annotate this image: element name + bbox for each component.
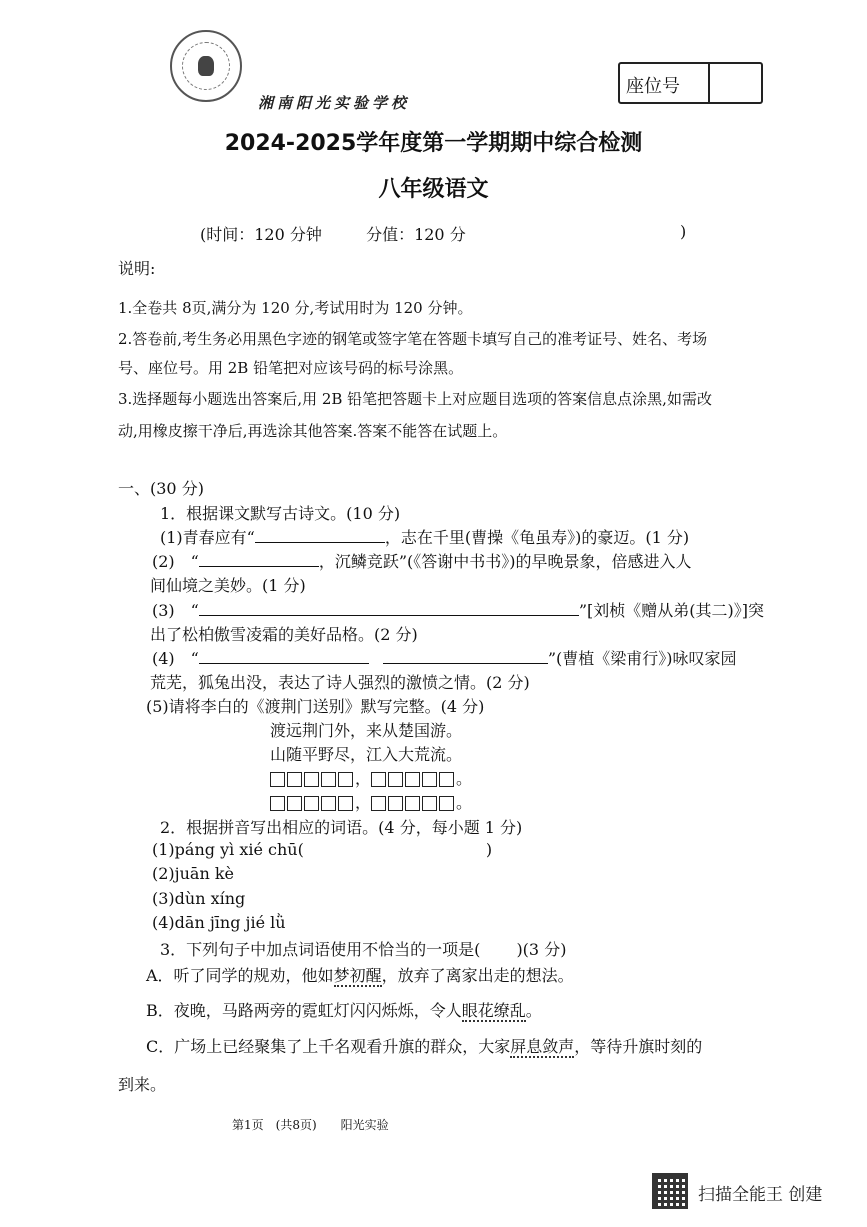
poem-line-2: 山随平野尽，江入大荒流。 [270, 745, 463, 764]
q1-item-2: (2) “ ，沉鳞竞跃”(《答谢中书书》)的早晚景象，倍感进入人 [152, 552, 692, 571]
instruction-2a: 2.答卷前,考生务必用黑色字迹的钢笔或签字笔在答题卡填写自己的准考证号、姓名、考场 [118, 330, 708, 348]
char-box[interactable] [287, 796, 302, 811]
q3-option-c-cont: 到来。 [118, 1075, 167, 1094]
seat-number-label: 座位号 [626, 76, 680, 97]
scanner-watermark: 扫描全能王 创建 [698, 1185, 823, 1205]
exam-subject: 八年级语文 [378, 177, 489, 202]
char-box[interactable] [270, 796, 285, 811]
exam-info [200, 222, 466, 245]
char-box[interactable] [388, 796, 403, 811]
qr-code-icon [652, 1173, 688, 1209]
exam-info-close: ) [680, 222, 687, 241]
answer-blank[interactable] [199, 550, 319, 567]
q3-option-b[interactable]: B．夜晚，马路两旁的霓虹灯闪闪烁烁，令人眼花缭乱。 [146, 1001, 542, 1020]
poem-line-4-boxes: ， 。 [270, 790, 472, 813]
q1-item-3-cont: 出了松柏傲雪凌霜的美好品格。(2 分) [150, 625, 418, 644]
instruction-3a: 3.选择题每小题选出答案后,用 2B 铅笔把答题卡上对应题目选项的答案信息点涂黑,如需改 [118, 390, 712, 408]
q1-title: 1．根据课文默写古诗文。(10 分) [160, 504, 401, 523]
dotted-phrase: 屏息敛声 [510, 1037, 575, 1056]
char-box[interactable] [422, 796, 437, 811]
char-box[interactable] [439, 796, 454, 811]
char-box[interactable] [270, 772, 285, 787]
char-box[interactable] [371, 796, 386, 811]
seal-emblem [198, 56, 214, 76]
char-box[interactable] [338, 772, 353, 787]
poem-line-3-boxes: ， 。 [270, 766, 472, 789]
instruction-3b: 动,用橡皮擦干净后,再选涂其他答案.答案不能答在试题上。 [118, 422, 508, 440]
char-box[interactable] [439, 772, 454, 787]
q2-title: 2．根据拼音写出相应的词语。(4 分，每小题 1 分) [160, 818, 523, 837]
char-box[interactable] [287, 772, 302, 787]
char-box[interactable] [388, 772, 403, 787]
q3-option-a[interactable]: A．听了同学的规劝，他如梦初醒，放弃了离家出走的想法。 [146, 966, 574, 985]
q1-item-3: (3) “ ”[刘桢《赠从弟(其二)》]突 [152, 601, 765, 620]
exam-score: 分值：120 分 [366, 225, 466, 244]
seat-number-box[interactable] [618, 62, 763, 104]
char-box[interactable] [371, 772, 386, 787]
exam-time: (时间：120 分钟 [200, 225, 322, 244]
char-box[interactable] [321, 772, 336, 787]
char-box[interactable] [405, 796, 420, 811]
q1-item-1: (1)青春应有“ ，志在千里(曹操《龟虽寿》)的豪迈。(1 分) [160, 528, 690, 547]
answer-blank[interactable] [199, 599, 579, 616]
q2-item-4: (4)dān jīng jié lǜ [152, 913, 286, 932]
q3-option-c[interactable]: C．广场上已经聚集了上千名观看升旗的群众，大家屏息敛声，等待升旗时刻的 [146, 1037, 703, 1056]
q2-item-2: (2)juān kè [152, 864, 235, 883]
dotted-phrase: 梦初醒 [333, 966, 382, 985]
char-box[interactable] [338, 796, 353, 811]
char-box[interactable] [405, 772, 420, 787]
section-1-heading: 一、(30 分) [118, 479, 204, 498]
page-footer: 第1页 (共8页) 阳光实验 [232, 1118, 389, 1132]
q2-item-1: (1)páng yì xié chū( ) [152, 840, 493, 859]
poem-line-1: 渡远荆门外，来从楚国游。 [270, 721, 463, 740]
instruction-2b: 号、座位号。用 2B 铅笔把对应该号码的标号涂黑。 [118, 359, 464, 377]
answer-blank[interactable] [199, 647, 369, 664]
answer-blank[interactable] [383, 647, 548, 664]
seat-number-divider [708, 64, 710, 102]
school-name: 湘南阳光实验学校 [258, 94, 411, 112]
instructions-heading: 说明: [118, 259, 156, 278]
q1-item-4-cont: 荒芜，狐兔出没，表达了诗人强烈的激愤之情。(2 分) [150, 673, 530, 692]
exam-title: 2024-2025学年度第一学期期中综合检测 [224, 131, 643, 156]
char-box[interactable] [422, 772, 437, 787]
q1-item-4: (4) “ ”(曹植《梁甫行》)咏叹家园 [152, 649, 737, 668]
answer-blank[interactable] [255, 526, 385, 543]
char-box[interactable] [321, 796, 336, 811]
school-seal [170, 30, 242, 102]
instruction-1: 1.全卷共 8页,满分为 120 分,考试用时为 120 分钟。 [118, 299, 473, 317]
char-box[interactable] [304, 772, 319, 787]
dotted-phrase: 眼花缭乱 [461, 1001, 526, 1020]
q2-item-3: (3)dùn xíng [152, 889, 246, 908]
char-box[interactable] [304, 796, 319, 811]
q1-item-5: (5)请将李白的《渡荆门送别》默写完整。(4 分) [146, 697, 485, 716]
q3-title: 3．下列句子中加点词语使用不恰当的一项是( )(3 分) [160, 940, 567, 959]
q1-item-2-cont: 间仙境之美妙。(1 分) [150, 576, 306, 595]
